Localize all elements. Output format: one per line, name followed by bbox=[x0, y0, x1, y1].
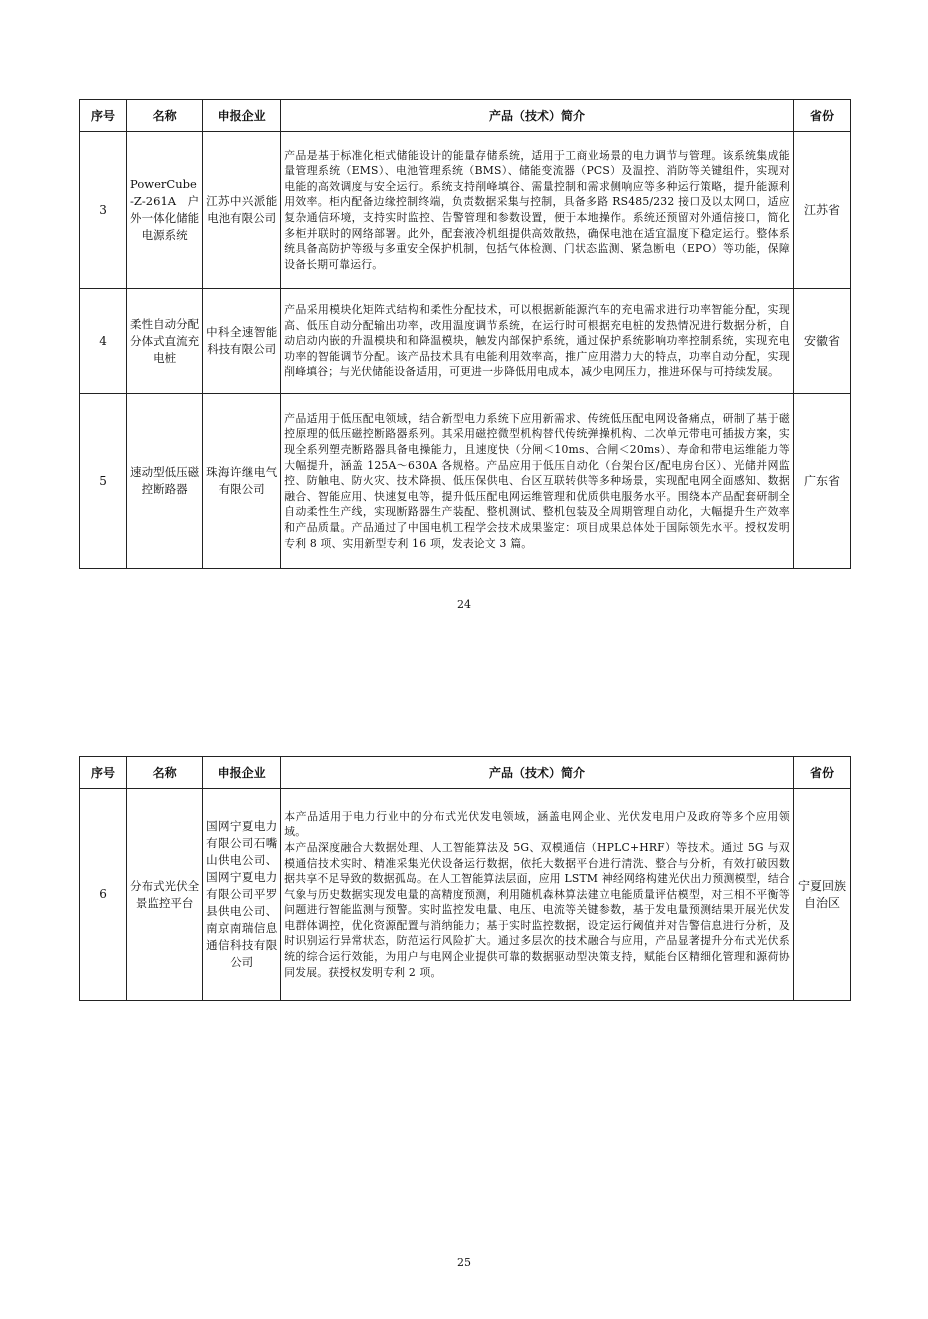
table-row bbox=[80, 789, 851, 1001]
row-enterprise: 江苏中兴派能电池有限公司 bbox=[203, 132, 281, 289]
row-no: 4 bbox=[80, 289, 127, 394]
row-province: 江苏省 bbox=[793, 132, 850, 289]
table-header-row bbox=[80, 757, 851, 789]
header-no: 序号 bbox=[80, 100, 127, 132]
table-row bbox=[80, 289, 851, 394]
table-row bbox=[80, 394, 851, 569]
row-name: 速动型低压磁控断路器 bbox=[127, 394, 203, 569]
row-desc: 产品是基于标准化柜式储能设计的能量存储系统，适用于工商业场景的电力调节与管理。该系统集成能量管理系统（EMS）、电池管理系统（BMS）、储能变流器（PCS）及温控、消防等关键组件，实现对电能的高效调度与安全运行。系统支持削峰填谷、需量控制和需求侧响应等多种运行策略，提升能源利用效率。柜内配备边缘控制终端，负责数据采集与控制，具备多路 RS485/232 接口及以太网口，适应复杂通信环境，支持实时监控、告警管理和参数设置，便于本地操作。系统还预留对外通信接口，简化多柜并联时的网络部署。此外，配套液冷机组提供高效散热，确保电池在适宜温度下稳定运行。整体系统具备高防护等级与多重安全保护机制，包括气体检测、门状态监测、紧急断电（EPO）等功能，保障设备长期可靠运行。 bbox=[281, 132, 794, 289]
row-enterprise: 中科全速智能科技有限公司 bbox=[203, 289, 281, 394]
header-desc: 产品（技术）简介 bbox=[281, 757, 794, 789]
row-no: 3 bbox=[80, 132, 127, 289]
row-province: 宁夏回族自治区 bbox=[793, 789, 850, 1001]
header-province: 省份 bbox=[793, 100, 850, 132]
header-enterprise: 申报企业 bbox=[203, 100, 281, 132]
header-province: 省份 bbox=[793, 757, 850, 789]
row-desc bbox=[281, 789, 794, 1001]
row-enterprise: 珠海许继电气有限公司 bbox=[203, 394, 281, 569]
page-number: 25 bbox=[457, 1256, 471, 1269]
row-desc: 产品适用于低压配电领域，结合新型电力系统下应用新需求、传统低压配电网设备痛点，研制了基于磁控原理的低压磁控断路器系列。其采用磁控微型机构替代传统弹操机构、二次单元带电可插拔方案，实现全系列塑壳断路器具备电操能力，且速度快（分闸＜10ms、合闸＜20ms）、寿命和带电运维能力等大幅提升，涵盖 125A～630A 各规格。产品应用于低压自动化（台架台区/配电房台区）、光储并网监控、防触电、防火灾、技术降损、低压保供电、台区互联转供等多种场景，实现配电网全面感知、数据融合、智能应用、快速复电等，提升低压配电网运维管理和优质供电服务水平。围绕本产品配套研制全自动柔性生产线，实现断路器生产装配、整机测试、整机包装及全周期管理自动化，大幅提升生产效率和产品质量。产品通过了中国电机工程学会技术成果鉴定：项目成果总体处于国际领先水平。授权发明专利 8 项、实用新型专利 16 项，发表论文 3 篇。 bbox=[281, 394, 794, 569]
row-no: 5 bbox=[80, 394, 127, 569]
desc-paragraph: 本产品深度融合大数据处理、人工智能算法及 5G、双模通信（HPLC+HRF）等技术。通过 5G 与双模通信技术实时、精准采集光伏设备运行数据，依托大数据平台进行清洗、整合与分析，有效打破因数据共享不足导致的数据孤岛。在人工智能算法层面，应用 LSTM 神经网络构建光伏出力预测模型，结合气象与历史数据实现发电量的高精度预测，利用随机森林算法建立电能质量评估模型，对三相不平衡等问题进行智能监测与预警。实时监控发电量、电压、电流等关键参数，基于发电量预测结果开展光伏发电群体调控，优化资源配置与消纳能力；基于实时监控数据，设定运行阈值并对告警信息进行分析，及时识别运行异常状态，防范运行风险扩大。通过多层次的技术融合与应用，产品显著提升分布式光伏系统的综合运行效能，为用户与电网企业提供可靠的数据驱动型决策支持，赋能台区精细化管理和源荷协同发展。获授权发明专利 2 项。 bbox=[284, 840, 790, 979]
row-name: PowerCube-Z-261A 户外一体化储能电源系统 bbox=[127, 132, 203, 289]
header-no: 序号 bbox=[80, 757, 127, 789]
row-no: 6 bbox=[80, 789, 127, 1001]
header-desc: 产品（技术）简介 bbox=[281, 100, 794, 132]
row-name: 柔性自动分配分体式直流充电桩 bbox=[127, 289, 203, 394]
page-number: 24 bbox=[457, 598, 471, 611]
table-header-row bbox=[80, 100, 851, 132]
product-table-page-25 bbox=[79, 756, 851, 1001]
row-desc: 产品采用模块化矩阵式结构和柔性分配技术，可以根据新能源汽车的充电需求进行功率智能分配，实现高、低压自动分配输出功率，改用温度调节系统，在运行时可根据充电桩的发热情况进行数据分析，自动启动内嵌的升温模块和和降温模块，触发内部保护系统，通过保护系统影响功率控制系统，实现充电功率的智能调节分配。该产品技术具有电能利用效率高，推广应用潜力大的特点，功率自动分配，实现削峰填谷；与光伏储能设备适用，可更进一步降低用电成本，减少电网压力，推进环保与可持续发展。 bbox=[281, 289, 794, 394]
table-row bbox=[80, 132, 851, 289]
product-table-page-24 bbox=[79, 99, 851, 569]
row-name: 分布式光伏全景监控平台 bbox=[127, 789, 203, 1001]
row-province: 广东省 bbox=[793, 394, 850, 569]
row-enterprise: 国网宁夏电力有限公司石嘴山供电公司、国网宁夏电力有限公司平罗县供电公司、南京南瑞信息通信科技有限公司 bbox=[203, 789, 281, 1001]
header-name: 名称 bbox=[127, 757, 203, 789]
header-name: 名称 bbox=[127, 100, 203, 132]
header-enterprise: 申报企业 bbox=[203, 757, 281, 789]
row-province: 安徽省 bbox=[793, 289, 850, 394]
desc-paragraph: 本产品适用于电力行业中的分布式光伏发电领域，涵盖电网企业、光伏发电用户及政府等多个应用领域。 bbox=[284, 809, 790, 839]
